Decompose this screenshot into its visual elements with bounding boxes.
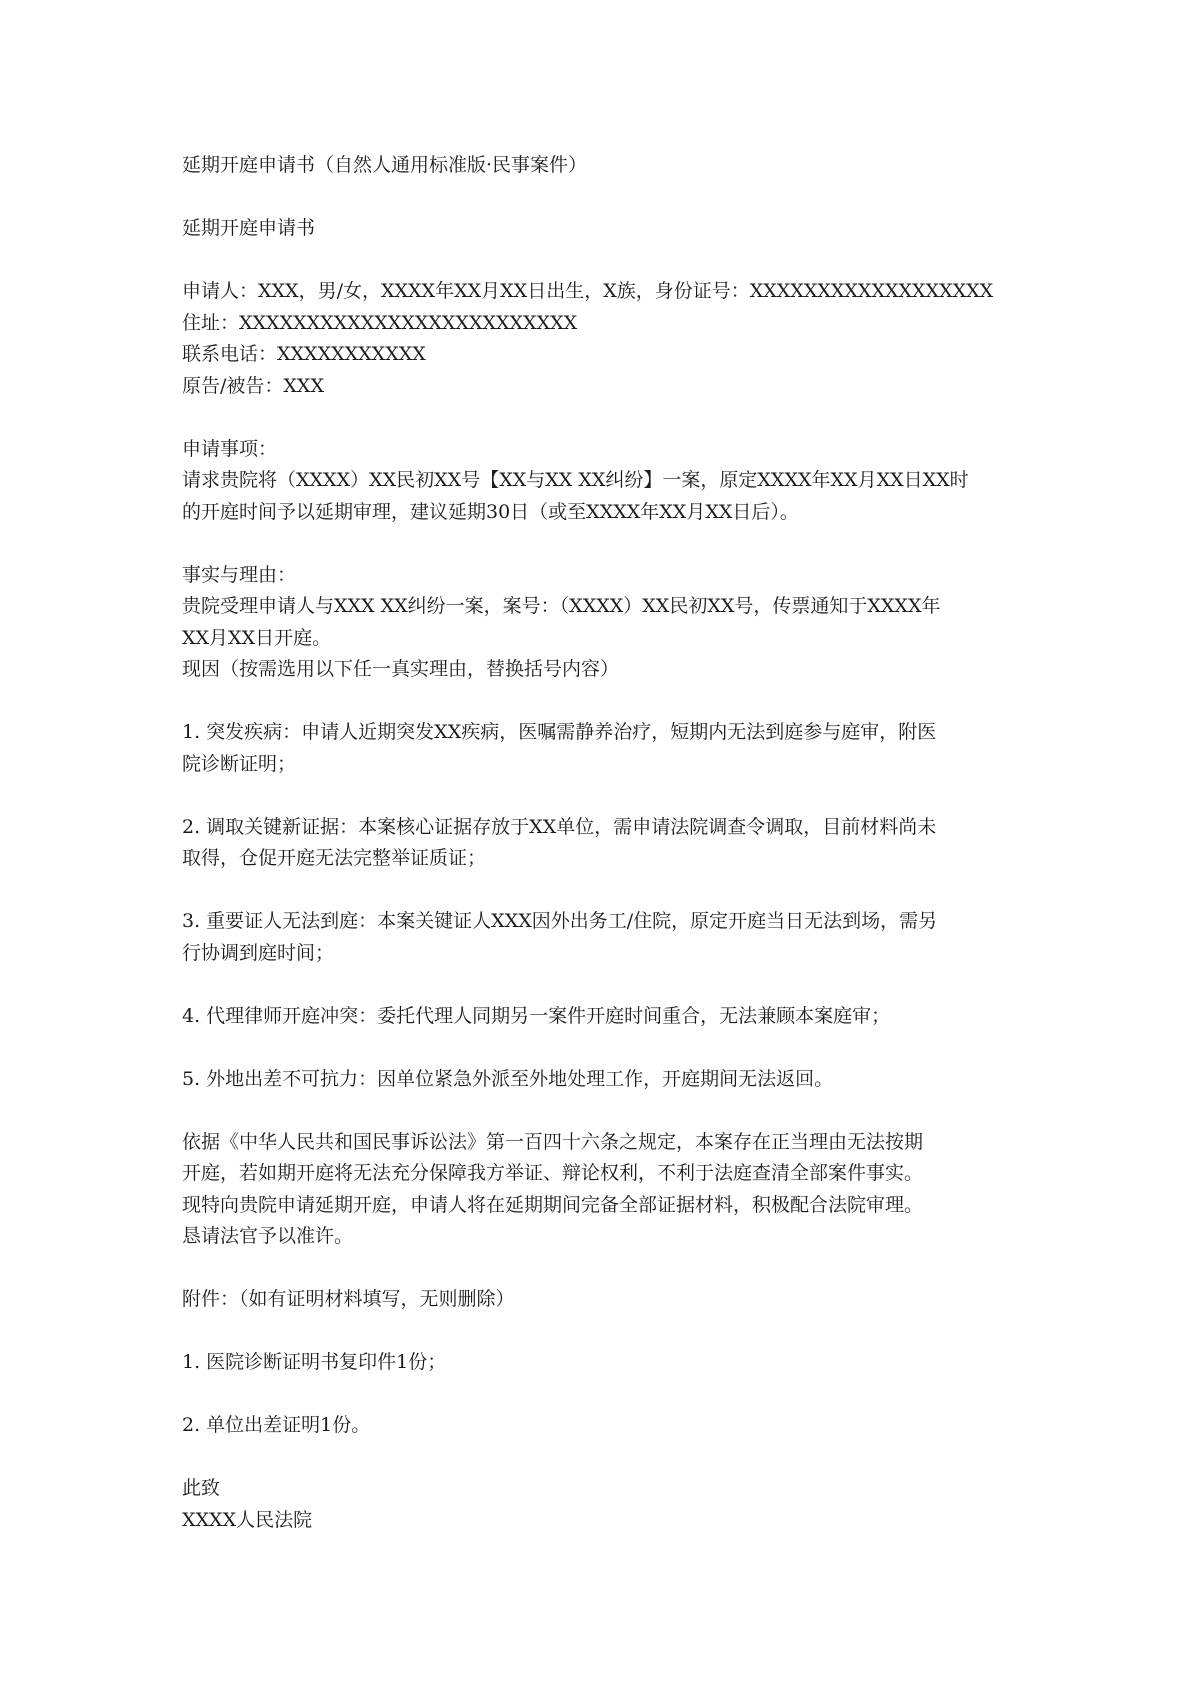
basis-text-line: 恳请法官予以准许。 [182,1225,354,1247]
spacer [182,1032,1022,1064]
basis-text-line: 开庭，若如期开庭将无法充分保障我方举证、辩论权利，不利于法庭查清全部案件事实。 [182,1162,924,1184]
applicant-address: 住址：XXXXXXXXXXXXXXXXXXXXXXXXX [182,311,578,334]
reason-item-5: 5. 外地出差不可抗力：因单位紧急外派至外地处理工作，开庭期间无法返回。 [182,1067,834,1090]
closing-salutation: 此致 [182,1477,221,1499]
reason-item-1: 1. 突发疾病：申请人近期突发XX疾病，医嘱需静养治疗，短期内无法到庭参与庭审，附医 [182,721,937,743]
attachment-item-1: 1. 医院诊断证明书复印件1份； [182,1351,447,1373]
document-page [182,150,1022,1536]
reason-item-4: 4. 代理律师开庭冲突：委托代理人同期另一案件开庭时间重合，无法兼顾本案庭审； [182,1004,891,1027]
facts-text-line: 现因（按需选用以下任一真实理由，替换括号内容） [182,658,620,680]
spacer [182,1379,1022,1411]
reason-item-2-cont: 取得，仓促开庭无法完整举证质证； [182,847,487,869]
request-text-line: 的开庭时间予以延期审理，建议延期30日（或至XXXX年XX月XX日后）。 [182,500,799,523]
spacer [182,245,1022,277]
applicant-party: 原告/被告：XXX [182,374,324,397]
facts-heading: 事实与理由： [182,563,297,586]
spacer [182,528,1022,560]
spacer [182,1316,1022,1348]
spacer [182,1442,1022,1474]
basis-text-line: 现特向贵院申请延期开庭，申请人将在延期期间完备全部证据材料，积极配合法院审理。 [182,1193,924,1216]
reason-item-2: 2. 调取关键新证据：本案核心证据存放于XX单位，需申请法院调查令调取，目前材料尚未 [182,815,937,838]
attachments-heading: 附件：（如有证明材料填写，无则删除） [182,1288,515,1310]
attachment-item-2: 2. 单位出差证明1份。 [182,1414,371,1436]
document-header-title: 延期开庭申请书（自然人通用标准版·民事案件） [182,154,588,176]
applicant-line: 申请人：XXX，男/女，XXXX年XX月XX日出生，X族，身份证号：XXXXXXXXXXXXXXXXXX [182,280,994,302]
basis-text-line: 依据《中华人民共和国民事诉讼法》第一百四十六条之规定，本案存在正当理由无法按期 [182,1130,924,1153]
reason-item-3: 3. 重要证人无法到庭：本案关键证人XXX因外出务工/住院，原定开庭当日无法到场，需另 [182,910,938,932]
spacer [182,1095,1022,1127]
request-text-line: 请求贵院将（XXXX）XX民初XX号【XX与XX XX纠纷】一案，原定XXXX年XX月XX日XX时 [182,469,969,491]
spacer [182,1253,1022,1285]
facts-text-line: 贵院受理申请人与XXX XX纠纷一案，案号：（XXXX）XX民初XX号，传票通知于XXXX年 [182,595,941,617]
reason-item-3-cont: 行协调到庭时间； [182,941,335,964]
applicant-phone: 联系电话：XXXXXXXXXXX [182,343,426,365]
request-heading: 申请事项： [182,437,278,460]
spacer [182,969,1022,1001]
document-title: 延期开庭申请书 [182,217,316,239]
facts-text-line: XX月XX日开庭。 [182,626,332,649]
spacer [182,182,1022,214]
spacer [182,686,1022,718]
spacer [182,780,1022,812]
spacer [182,875,1022,907]
reason-item-1-cont: 院诊断证明； [182,752,297,775]
spacer [182,402,1022,434]
closing-court: XXXX人民法院 [182,1508,313,1531]
